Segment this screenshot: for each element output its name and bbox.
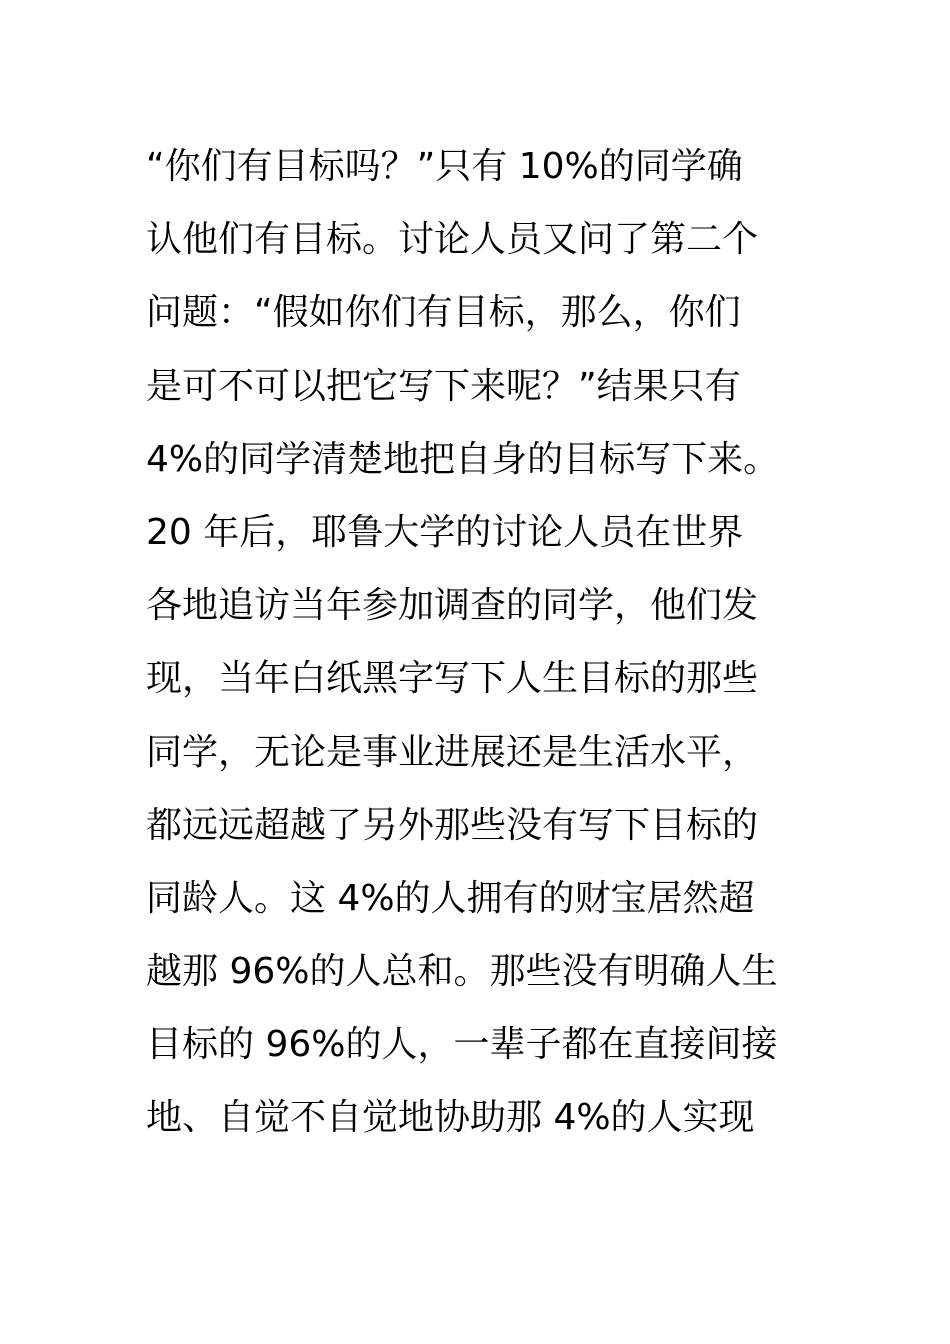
text-line: 目标的 96%的人，一辈子都在直接间接 [146,1024,778,1066]
text-line: 4%的同学清楚地把自身的目标写下来。 [146,438,780,480]
text-line: 地、自觉不自觉地协助那 4%的人实现 [146,1097,755,1139]
text-line: 20 年后，耶鲁大学的讨论人员在世界 [146,511,744,553]
text-line: “你们有目标吗？”只有 10%的同学确 [146,146,743,187]
text-line: 是可不可以把它写下来呢？”结果只有 [146,365,741,407]
body-paragraph [146,130,826,1155]
text-line: 都远远超越了另外那些没有写下目标的 [146,804,759,846]
text-line: 越那 96%的人总和。那些没有明确人生 [146,951,778,993]
text-line: 问题：“假如你们有目标，那么，你们 [146,292,741,334]
text-line: 认他们有目标。讨论人员又问了第二个 [146,219,759,261]
text-line: 同龄人。这 4%的人拥有的财宝居然超 [146,877,755,919]
text-line: 各地追访当年参加调查的同学，他们发 [146,585,759,627]
text-line: 同学，无论是事业进展还是生活水平， [146,731,759,773]
text-line: 现，当年白纸黑字写下人生目标的那些 [146,658,759,700]
